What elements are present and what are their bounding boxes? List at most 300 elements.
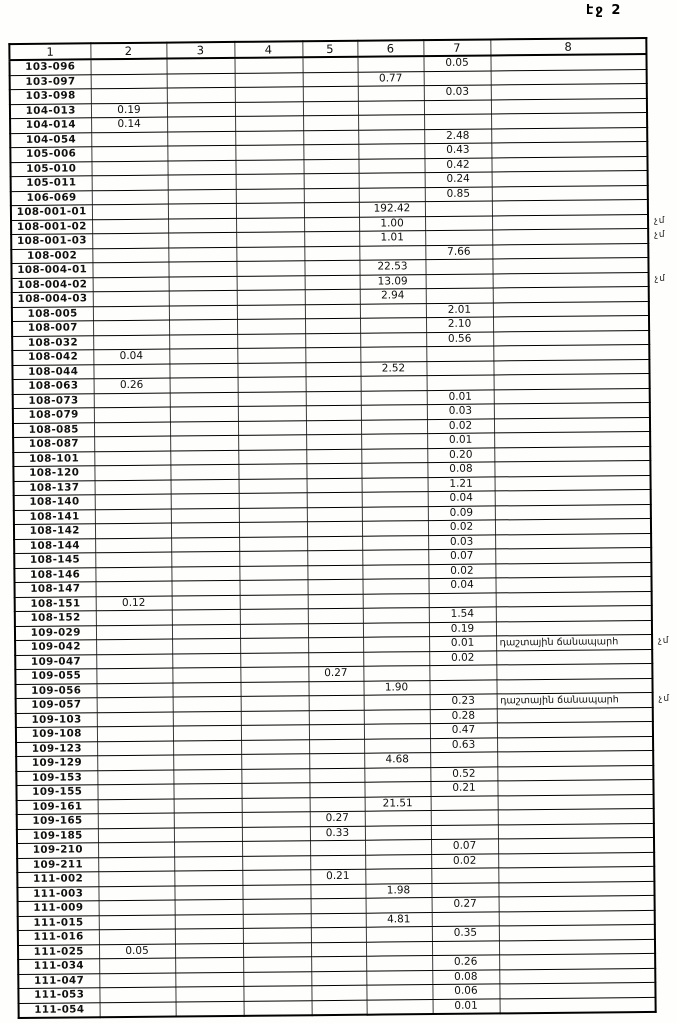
parcel-id-cell: 108-142 [14, 524, 95, 539]
value-cell: 0.02 [431, 853, 498, 868]
value-cell [175, 986, 243, 1001]
parcel-id-cell: 108-001-03 [11, 234, 92, 249]
value-cell [168, 189, 236, 204]
parcel-id-cell: 109-029 [15, 625, 96, 640]
value-cell [498, 866, 654, 882]
value-cell: 0.09 [428, 505, 495, 520]
column-header-7: 7 [423, 39, 490, 56]
value-cell [307, 579, 362, 594]
value-cell [311, 942, 366, 957]
value-cell [174, 870, 242, 885]
value-cell [172, 638, 240, 653]
value-cell [432, 911, 499, 926]
value-cell [311, 985, 366, 1000]
value-cell: 4.81 [366, 912, 432, 927]
value-cell: 0.02 [427, 418, 494, 433]
value-cell [92, 204, 168, 219]
value-cell [362, 521, 428, 536]
value-cell [167, 87, 235, 102]
value-cell [492, 170, 648, 186]
value-cell [99, 900, 175, 915]
parcel-id-cell: 108-004-01 [11, 263, 92, 278]
value-cell: 0.06 [432, 984, 499, 999]
margin-annotation: չմ [654, 215, 666, 226]
value-cell: 0.04 [428, 578, 495, 593]
value-cell [496, 620, 652, 636]
value-cell: 2.01 [426, 302, 493, 317]
value-cell [170, 464, 238, 479]
value-cell [308, 652, 363, 667]
value-cell [237, 290, 305, 305]
value-cell [305, 333, 360, 348]
value-cell: 0.24 [425, 172, 492, 187]
value-cell [305, 362, 360, 377]
value-cell [429, 592, 496, 607]
value-cell [99, 915, 175, 930]
value-cell [169, 319, 237, 334]
value-cell [241, 739, 309, 754]
parcel-id-cell: 109-123 [16, 741, 97, 756]
value-cell [426, 360, 493, 375]
value-cell [424, 99, 491, 114]
value-cell [240, 623, 308, 638]
value-cell [170, 377, 238, 392]
value-cell [91, 146, 167, 161]
value-cell: 0.23 [430, 694, 497, 709]
value-cell [172, 667, 240, 682]
value-cell: 0.27 [308, 666, 363, 681]
value-cell [306, 449, 361, 464]
value-cell [498, 794, 654, 810]
value-cell [237, 275, 305, 290]
value-cell [239, 580, 307, 595]
value-cell [174, 827, 242, 842]
parcel-id-cell: 108-140 [14, 495, 95, 510]
value-cell: 2.10 [426, 317, 493, 332]
value-cell [242, 797, 310, 812]
value-cell [97, 726, 173, 741]
value-cell [239, 522, 307, 537]
parcel-id-cell: 109-153 [16, 770, 97, 785]
value-cell [98, 842, 174, 857]
value-cell [429, 679, 496, 694]
value-cell [243, 957, 311, 972]
value-cell: 0.08 [432, 969, 499, 984]
value-cell [235, 87, 303, 102]
value-cell [236, 217, 304, 232]
value-cell [168, 218, 236, 233]
value-cell [173, 725, 241, 740]
parcel-id-cell: 111-047 [18, 973, 99, 988]
parcel-id-cell: 108-146 [14, 567, 95, 582]
value-cell [97, 784, 173, 799]
value-cell [236, 232, 304, 247]
value-cell [172, 624, 240, 639]
value-cell: 0.19 [91, 103, 167, 118]
value-cell [241, 710, 309, 725]
value-cell [495, 576, 651, 592]
value-cell [171, 493, 239, 508]
value-cell: 0.03 [427, 404, 494, 419]
value-cell [173, 696, 241, 711]
value-cell [425, 259, 492, 274]
value-cell: 0.26 [94, 378, 170, 393]
value-cell [496, 663, 652, 679]
value-cell [237, 362, 305, 377]
value-cell [309, 768, 364, 783]
value-cell [363, 608, 429, 623]
value-cell [361, 448, 427, 463]
value-cell [174, 885, 242, 900]
value-cell [366, 970, 432, 985]
value-cell [303, 86, 358, 101]
value-cell [365, 825, 431, 840]
value-cell [367, 999, 433, 1015]
value-cell: 0.02 [429, 650, 496, 665]
value-cell [96, 639, 172, 654]
value-cell [238, 420, 306, 435]
value-cell [499, 968, 655, 984]
value-cell [304, 260, 359, 275]
value-cell [366, 898, 432, 913]
value-cell [306, 376, 361, 391]
value-cell [174, 841, 242, 856]
value-cell [100, 1002, 176, 1018]
value-cell [496, 591, 652, 607]
value-cell [304, 231, 359, 246]
value-cell [308, 637, 363, 652]
value-cell [424, 70, 491, 85]
value-cell [171, 566, 239, 581]
parcel-id-cell: 109-047 [15, 654, 96, 669]
parcel-id-cell: 108-002 [11, 248, 92, 263]
value-cell [303, 130, 358, 145]
value-cell [166, 58, 234, 74]
value-cell [493, 286, 649, 302]
value-cell [94, 465, 170, 480]
value-cell [363, 593, 429, 608]
value-cell: 0.20 [427, 447, 494, 462]
value-cell [241, 783, 309, 798]
value-cell [494, 417, 650, 433]
value-cell [363, 666, 429, 681]
value-cell [495, 504, 651, 520]
value-cell [493, 301, 649, 317]
value-cell [169, 348, 237, 363]
value-cell: 0.19 [429, 621, 496, 636]
parcel-id-cell: 109-155 [16, 785, 97, 800]
value-cell [361, 434, 427, 449]
value-cell [492, 214, 666, 230]
value-cell [309, 753, 364, 768]
value-cell [364, 695, 430, 710]
parcel-id-cell: 109-042 [15, 640, 96, 655]
value-cell [172, 580, 240, 595]
parcel-id-cell: 108-120 [13, 466, 94, 481]
parcel-id-cell: 108-152 [15, 611, 96, 626]
value-cell [304, 217, 359, 232]
table-body [9, 54, 671, 1018]
value-cell [173, 769, 241, 784]
parcel-id-cell: 103-098 [10, 89, 91, 104]
value-cell [239, 565, 307, 580]
value-cell [99, 958, 175, 973]
value-cell [242, 884, 310, 899]
value-cell [360, 347, 426, 362]
value-cell [495, 533, 651, 549]
value-cell: 1.21 [428, 476, 495, 491]
value-cell [499, 982, 655, 998]
value-cell [365, 840, 431, 855]
parcel-id-cell: 105-006 [10, 147, 91, 162]
column-header-6: 6 [357, 40, 423, 57]
value-cell [305, 275, 360, 290]
value-cell [431, 824, 498, 839]
value-cell [240, 609, 308, 624]
value-cell [91, 88, 167, 103]
value-cell [493, 272, 667, 288]
value-cell [491, 141, 647, 157]
value-cell [235, 130, 303, 145]
value-cell [306, 391, 361, 406]
value-cell [304, 246, 359, 261]
value-cell [311, 898, 366, 913]
value-cell [92, 262, 168, 277]
parcel-value-table [8, 37, 671, 1019]
value-cell: 0.04 [428, 491, 495, 506]
value-cell [98, 871, 174, 886]
value-cell [99, 973, 175, 988]
value-cell: 0.03 [428, 534, 495, 549]
value-cell [170, 421, 238, 436]
value-cell [357, 56, 423, 72]
value-cell [426, 288, 493, 303]
parcel-id-cell: 104-014 [10, 118, 91, 133]
value-cell [92, 233, 168, 248]
value-cell [97, 755, 173, 770]
value-cell [169, 290, 237, 305]
value-cell [91, 132, 167, 147]
value-cell [431, 810, 498, 825]
value-cell [494, 431, 650, 447]
parcel-id-cell: 111-003 [17, 886, 98, 901]
value-cell [235, 72, 303, 87]
value-cell [240, 638, 308, 653]
value-cell [305, 304, 360, 319]
value-cell [234, 57, 302, 73]
value-cell [425, 230, 492, 245]
value-cell [490, 54, 646, 70]
value-cell: 1.54 [429, 607, 496, 622]
value-cell [492, 185, 648, 201]
value-cell [364, 738, 430, 753]
value-cell [362, 579, 428, 594]
value-cell [305, 347, 360, 362]
value-cell [365, 854, 431, 869]
parcel-id-cell: 108-101 [13, 451, 94, 466]
value-cell [361, 390, 427, 405]
value-cell [92, 190, 168, 205]
value-cell [96, 610, 172, 625]
value-cell [426, 273, 493, 288]
value-cell [499, 910, 655, 926]
value-cell [167, 116, 235, 131]
value-cell [170, 450, 238, 465]
value-cell [494, 446, 650, 462]
value-cell: 0.01 [429, 636, 496, 651]
value-cell [364, 782, 430, 797]
value-cell [360, 318, 426, 333]
parcel-id-cell: 109-211 [17, 857, 98, 872]
value-cell [239, 507, 307, 522]
value-cell [303, 115, 358, 130]
value-cell [97, 712, 173, 727]
value-cell [303, 72, 358, 87]
value-cell [359, 187, 425, 202]
value-cell [168, 203, 236, 218]
value-cell [94, 436, 170, 451]
value-cell [96, 654, 172, 669]
value-cell: 0.04 [93, 349, 169, 364]
value-cell [497, 707, 653, 723]
value-cell [500, 997, 656, 1013]
value-cell [94, 422, 170, 437]
value-cell [366, 941, 432, 956]
value-cell [360, 332, 426, 347]
value-cell [243, 986, 311, 1001]
value-cell [359, 245, 425, 260]
value-cell [306, 405, 361, 420]
value-cell [242, 841, 310, 856]
value-cell [174, 798, 242, 813]
value-cell: 0.27 [310, 811, 365, 826]
value-cell [310, 840, 365, 855]
value-cell [168, 261, 236, 276]
parcel-id-cell: 109-056 [15, 683, 96, 698]
value-cell [431, 882, 498, 897]
value-cell [238, 435, 306, 450]
parcel-id-cell: 109-185 [17, 828, 98, 843]
value-cell [358, 115, 424, 130]
value-cell [175, 957, 243, 972]
value-cell: 0.08 [427, 462, 494, 477]
value-cell [91, 161, 167, 176]
value-cell [171, 551, 239, 566]
value-cell: 0.28 [430, 708, 497, 723]
value-cell: 22.53 [359, 260, 425, 275]
value-cell [170, 406, 238, 421]
value-cell [365, 869, 431, 884]
value-cell [498, 881, 654, 897]
value-cell [169, 305, 237, 320]
value-cell [96, 668, 172, 683]
value-cell [308, 681, 363, 696]
value-cell [495, 518, 651, 534]
value-cell [172, 682, 240, 697]
value-cell [243, 899, 311, 914]
parcel-id-cell: 109-165 [17, 814, 98, 829]
value-cell [175, 928, 243, 943]
value-cell [362, 535, 428, 550]
parcel-id-cell: 108-005 [12, 306, 93, 321]
value-cell: 0.26 [432, 955, 499, 970]
parcel-id-cell: 108-087 [13, 437, 94, 452]
value-cell [167, 160, 235, 175]
value-cell [497, 736, 653, 752]
value-cell [364, 767, 430, 782]
value-cell [236, 174, 304, 189]
value-cell [172, 595, 240, 610]
value-cell [495, 489, 651, 505]
value-cell [499, 953, 655, 969]
value-cell: 0.85 [425, 186, 492, 201]
value-cell [168, 247, 236, 262]
parcel-id-cell: 105-010 [10, 161, 91, 176]
value-cell [304, 188, 359, 203]
value-cell: 0.43 [424, 143, 491, 158]
value-cell [93, 364, 169, 379]
parcel-id-cell: 108-042 [12, 350, 93, 365]
value-cell [358, 158, 424, 173]
value-cell: 0.14 [91, 117, 167, 132]
parcel-id-cell: 111-053 [18, 988, 99, 1003]
value-cell [310, 884, 365, 899]
value-cell [309, 695, 364, 710]
value-cell [92, 219, 168, 234]
value-cell [167, 102, 235, 117]
value-cell [304, 173, 359, 188]
value-cell [311, 913, 366, 928]
parcel-id-cell: 108-032 [12, 335, 93, 350]
value-cell [361, 419, 427, 434]
value-cell [172, 653, 240, 668]
parcel-id-cell: 104-054 [10, 132, 91, 147]
value-cell [97, 741, 173, 756]
value-cell [361, 405, 427, 420]
value-cell [306, 420, 361, 435]
value-cell [361, 463, 427, 478]
parcel-id-cell: 108-151 [15, 596, 96, 611]
value-cell [167, 73, 235, 88]
value-cell: 0.47 [430, 723, 497, 738]
value-cell [310, 797, 365, 812]
value-cell [240, 652, 308, 667]
value-cell [97, 770, 173, 785]
value-cell [238, 449, 306, 464]
parcel-id-cell: 103-096 [9, 59, 90, 75]
value-cell [168, 174, 236, 189]
value-cell [303, 101, 358, 116]
value-cell [237, 333, 305, 348]
value-cell [93, 335, 169, 350]
value-cell [366, 985, 432, 1000]
value-cell [174, 856, 242, 871]
value-cell [172, 609, 240, 624]
column-header-4: 4 [234, 41, 302, 58]
value-cell: 0.05 [423, 55, 490, 71]
value-cell [94, 407, 170, 422]
value-cell [306, 434, 361, 449]
value-cell: 13.09 [360, 274, 426, 289]
value-cell [491, 156, 647, 172]
value-cell [495, 547, 651, 563]
value-cell [493, 330, 649, 346]
value-cell [499, 939, 655, 955]
value-cell [363, 651, 429, 666]
value-cell [366, 927, 432, 942]
parcel-id-cell: 108-004-03 [12, 292, 93, 307]
value-cell [309, 739, 364, 754]
